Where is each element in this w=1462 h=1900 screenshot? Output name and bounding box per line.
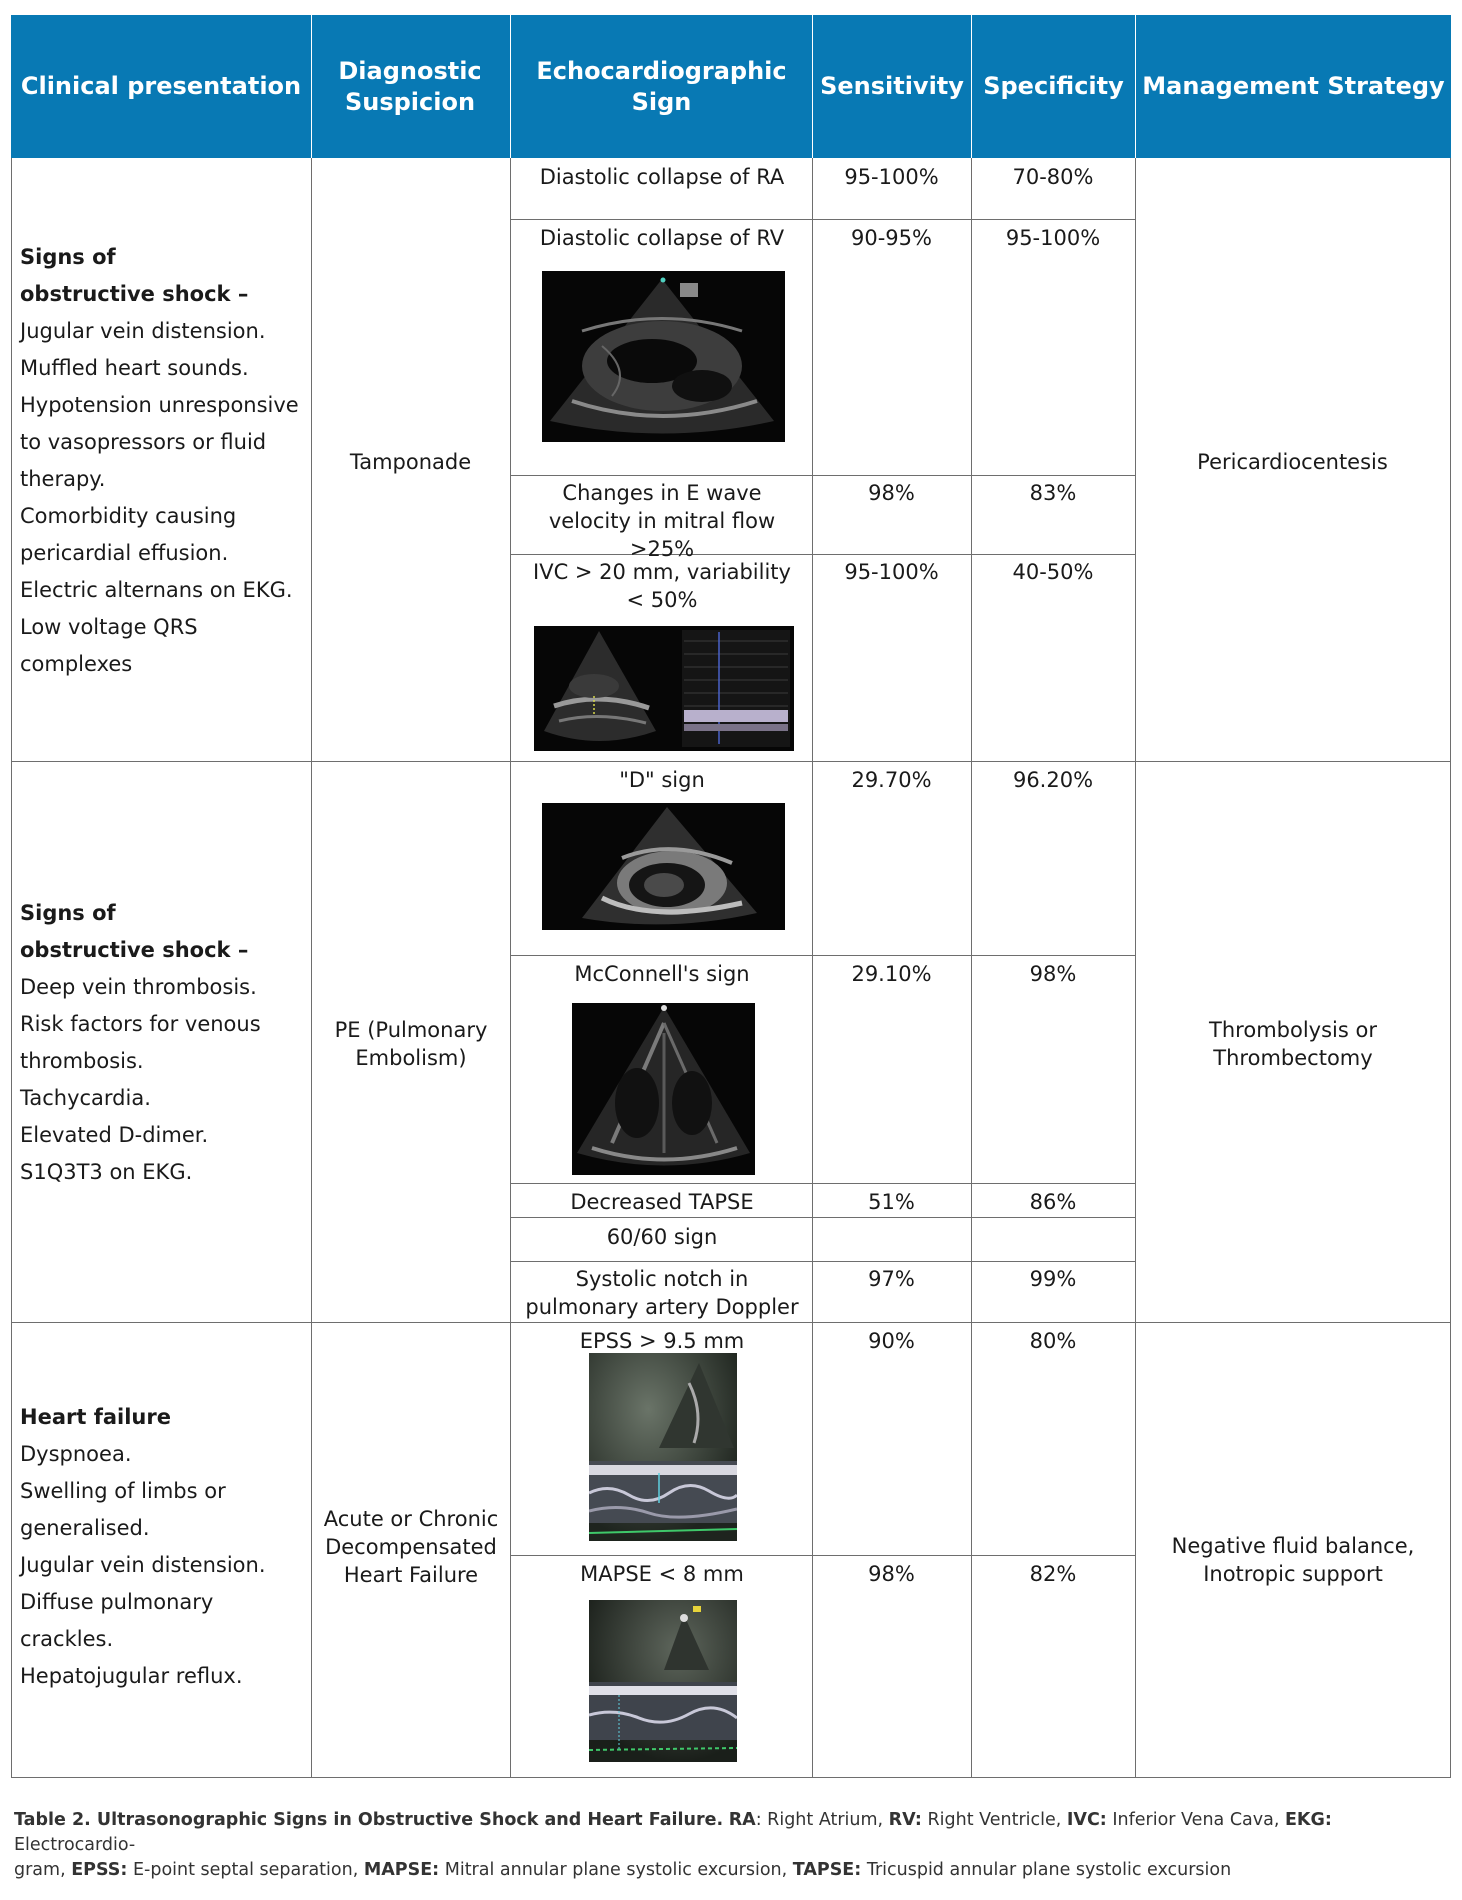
sign-ivc-variability: IVC > 20 mm, variability < 50% bbox=[533, 560, 791, 612]
clinical-line: Jugular vein distension. bbox=[20, 319, 266, 343]
clinical-line: crackles. bbox=[20, 1627, 114, 1651]
specificity-value: 40-50% bbox=[1012, 560, 1094, 584]
header-clinical-presentation: Clinical presentation bbox=[20, 72, 302, 100]
caption-title: Table 2. Ultrasonographic Signs in Obstructive Shock and Heart Failure. bbox=[14, 1810, 724, 1830]
management-thrombolysis: Thrombolysis or Thrombectomy bbox=[1209, 1018, 1377, 1070]
echo-image-epss bbox=[589, 1353, 737, 1541]
sensitivity-value: 29.10% bbox=[851, 962, 932, 986]
echo-image-rv-collapse bbox=[542, 271, 785, 442]
sign-mapse: MAPSE < 8 mm bbox=[580, 1562, 744, 1586]
specificity-value: 96.20% bbox=[1012, 768, 1094, 792]
specificity-value: 99% bbox=[1029, 1267, 1077, 1291]
sign-decreased-tapse: Decreased TAPSE bbox=[570, 1190, 754, 1214]
clinical-line: S1Q3T3 on EKG. bbox=[20, 1160, 193, 1184]
echo-image-d-sign bbox=[542, 803, 785, 930]
management-pericardiocentesis: Pericardiocentesis bbox=[1197, 450, 1388, 474]
sensitivity-value: 98% bbox=[868, 481, 915, 505]
diagnosis-pe: PE (Pulmonary Embolism) bbox=[334, 1018, 488, 1070]
clinical-line: Elevated D-dimer. bbox=[20, 1123, 209, 1147]
sensitivity-value: 51% bbox=[868, 1190, 915, 1214]
clinical-line: therapy. bbox=[20, 467, 106, 491]
header-echocardiographic-sign: Echocardiographic Sign bbox=[536, 56, 787, 116]
clinical-title: Signs of obstructive shock – bbox=[20, 901, 249, 962]
specificity-value: 95-100% bbox=[1005, 226, 1101, 250]
abbr-rv: RV: bbox=[888, 1810, 922, 1830]
diagnosis-heart-failure: Acute or Chronic Decompensated Heart Failure bbox=[323, 1507, 499, 1587]
sign-diastolic-collapse-ra: Diastolic collapse of RA bbox=[539, 165, 785, 189]
caption-line-1 bbox=[14, 1808, 1454, 1858]
clinical-line: Electric alternans on EKG. bbox=[20, 578, 293, 602]
specificity-value: 80% bbox=[1029, 1329, 1077, 1353]
clinical-line: to vasopressors or fluid bbox=[20, 430, 267, 454]
abbr-ivc: IVC: bbox=[1066, 1810, 1107, 1830]
sign-d-sign: "D" sign bbox=[619, 768, 705, 792]
abbr-mapse: MAPSE: bbox=[363, 1860, 440, 1880]
echo-image-mcconnell bbox=[572, 1003, 755, 1175]
clinical-line: pericardial effusion. bbox=[20, 541, 229, 565]
clinical-line: thrombosis. bbox=[20, 1049, 144, 1073]
sensitivity-value: 90% bbox=[868, 1329, 915, 1353]
abbr-ekg-def: Electrocardio- bbox=[14, 1835, 136, 1855]
sensitivity-value: 95-100% bbox=[844, 560, 939, 584]
abbr-epss: EPSS: bbox=[71, 1860, 128, 1880]
clinical-line: complexes bbox=[20, 652, 133, 676]
sign-epss: EPSS > 9.5 mm bbox=[579, 1329, 745, 1353]
echo-image-mapse bbox=[589, 1600, 737, 1762]
abbr-mapse-def: Mitral annular plane systolic excursion, bbox=[439, 1860, 793, 1880]
echo-image-ivc bbox=[534, 626, 794, 751]
abbr-epss-def: E-point septal separation, bbox=[127, 1860, 364, 1880]
sign-e-wave-velocity: Changes in E wave velocity in mitral flow >25% bbox=[548, 481, 776, 561]
sign-60-60: 60/60 sign bbox=[606, 1225, 718, 1249]
clinical-line: generalised. bbox=[20, 1516, 150, 1540]
abbr-tapse-def: Tricuspid annular plane systolic excursion bbox=[861, 1860, 1232, 1880]
clinical-presentation-tamponade bbox=[20, 239, 310, 683]
management-fluid-inotropic: Negative fluid balance, Inotropic support bbox=[1171, 1534, 1415, 1586]
specificity-value: 98% bbox=[1029, 962, 1077, 986]
sign-systolic-notch: Systolic notch in pulmonary artery Doppler bbox=[525, 1267, 799, 1319]
specificity-value: 83% bbox=[1029, 481, 1077, 505]
abbr-ivc-def: Inferior Vena Cava, bbox=[1106, 1810, 1285, 1830]
clinical-line: Diffuse pulmonary bbox=[20, 1590, 214, 1614]
clinical-line: Jugular vein distension. bbox=[20, 1553, 266, 1577]
clinical-presentation-pe bbox=[20, 895, 310, 1191]
abbr-ekg: EKG: bbox=[1284, 1810, 1332, 1830]
caption-line-2 bbox=[14, 1858, 1454, 1883]
abbr-ra-def: : Right Atrium, bbox=[755, 1810, 889, 1830]
sign-mcconnell: McConnell's sign bbox=[574, 962, 750, 986]
table-caption bbox=[14, 1808, 1454, 1883]
sensitivity-value: 97% bbox=[868, 1267, 915, 1291]
clinical-presentation-heart-failure bbox=[20, 1399, 310, 1695]
clinical-line: Muffled heart sounds. bbox=[20, 356, 249, 380]
clinical-title: Heart failure bbox=[20, 1405, 171, 1429]
header-specificity: Specificity bbox=[983, 72, 1124, 100]
sensitivity-value: 95-100% bbox=[844, 165, 939, 189]
clinical-line: Hepatojugular reflux. bbox=[20, 1664, 243, 1688]
clinical-line: Risk factors for venous bbox=[20, 1012, 261, 1036]
abbr-tapse: TAPSE: bbox=[792, 1860, 862, 1880]
clinical-line: Low voltage QRS bbox=[20, 615, 198, 639]
diagnosis-tamponade: Tamponade bbox=[349, 450, 472, 474]
clinical-line: Comorbidity causing bbox=[20, 504, 237, 528]
sign-diastolic-collapse-rv: Diastolic collapse of RV bbox=[539, 226, 785, 250]
header-management-strategy: Management Strategy bbox=[1142, 72, 1445, 100]
sensitivity-value: 98% bbox=[868, 1562, 915, 1586]
header-sensitivity: Sensitivity bbox=[820, 72, 964, 100]
clinical-line: Tachycardia. bbox=[20, 1086, 151, 1110]
abbr-ra: RA bbox=[728, 1810, 756, 1830]
clinical-title: Signs of obstructive shock – bbox=[20, 245, 249, 306]
header-diagnostic-suspicion: Diagnostic Suspicion bbox=[338, 56, 482, 116]
sensitivity-value: 90-95% bbox=[851, 226, 932, 250]
specificity-value: 86% bbox=[1029, 1190, 1077, 1214]
specificity-value: 70-80% bbox=[1012, 165, 1094, 189]
clinical-line: Deep vein thrombosis. bbox=[20, 975, 257, 999]
clinical-line: Dyspnoea. bbox=[20, 1442, 132, 1466]
abbr-rv-def: Right Ventricle, bbox=[921, 1810, 1067, 1830]
clinical-line: Swelling of limbs or bbox=[20, 1479, 226, 1503]
clinical-line: Hypotension unresponsive bbox=[20, 393, 299, 417]
sensitivity-value: 29.70% bbox=[851, 768, 932, 792]
specificity-value: 82% bbox=[1029, 1562, 1077, 1586]
caption-continuation: gram, bbox=[14, 1860, 72, 1880]
